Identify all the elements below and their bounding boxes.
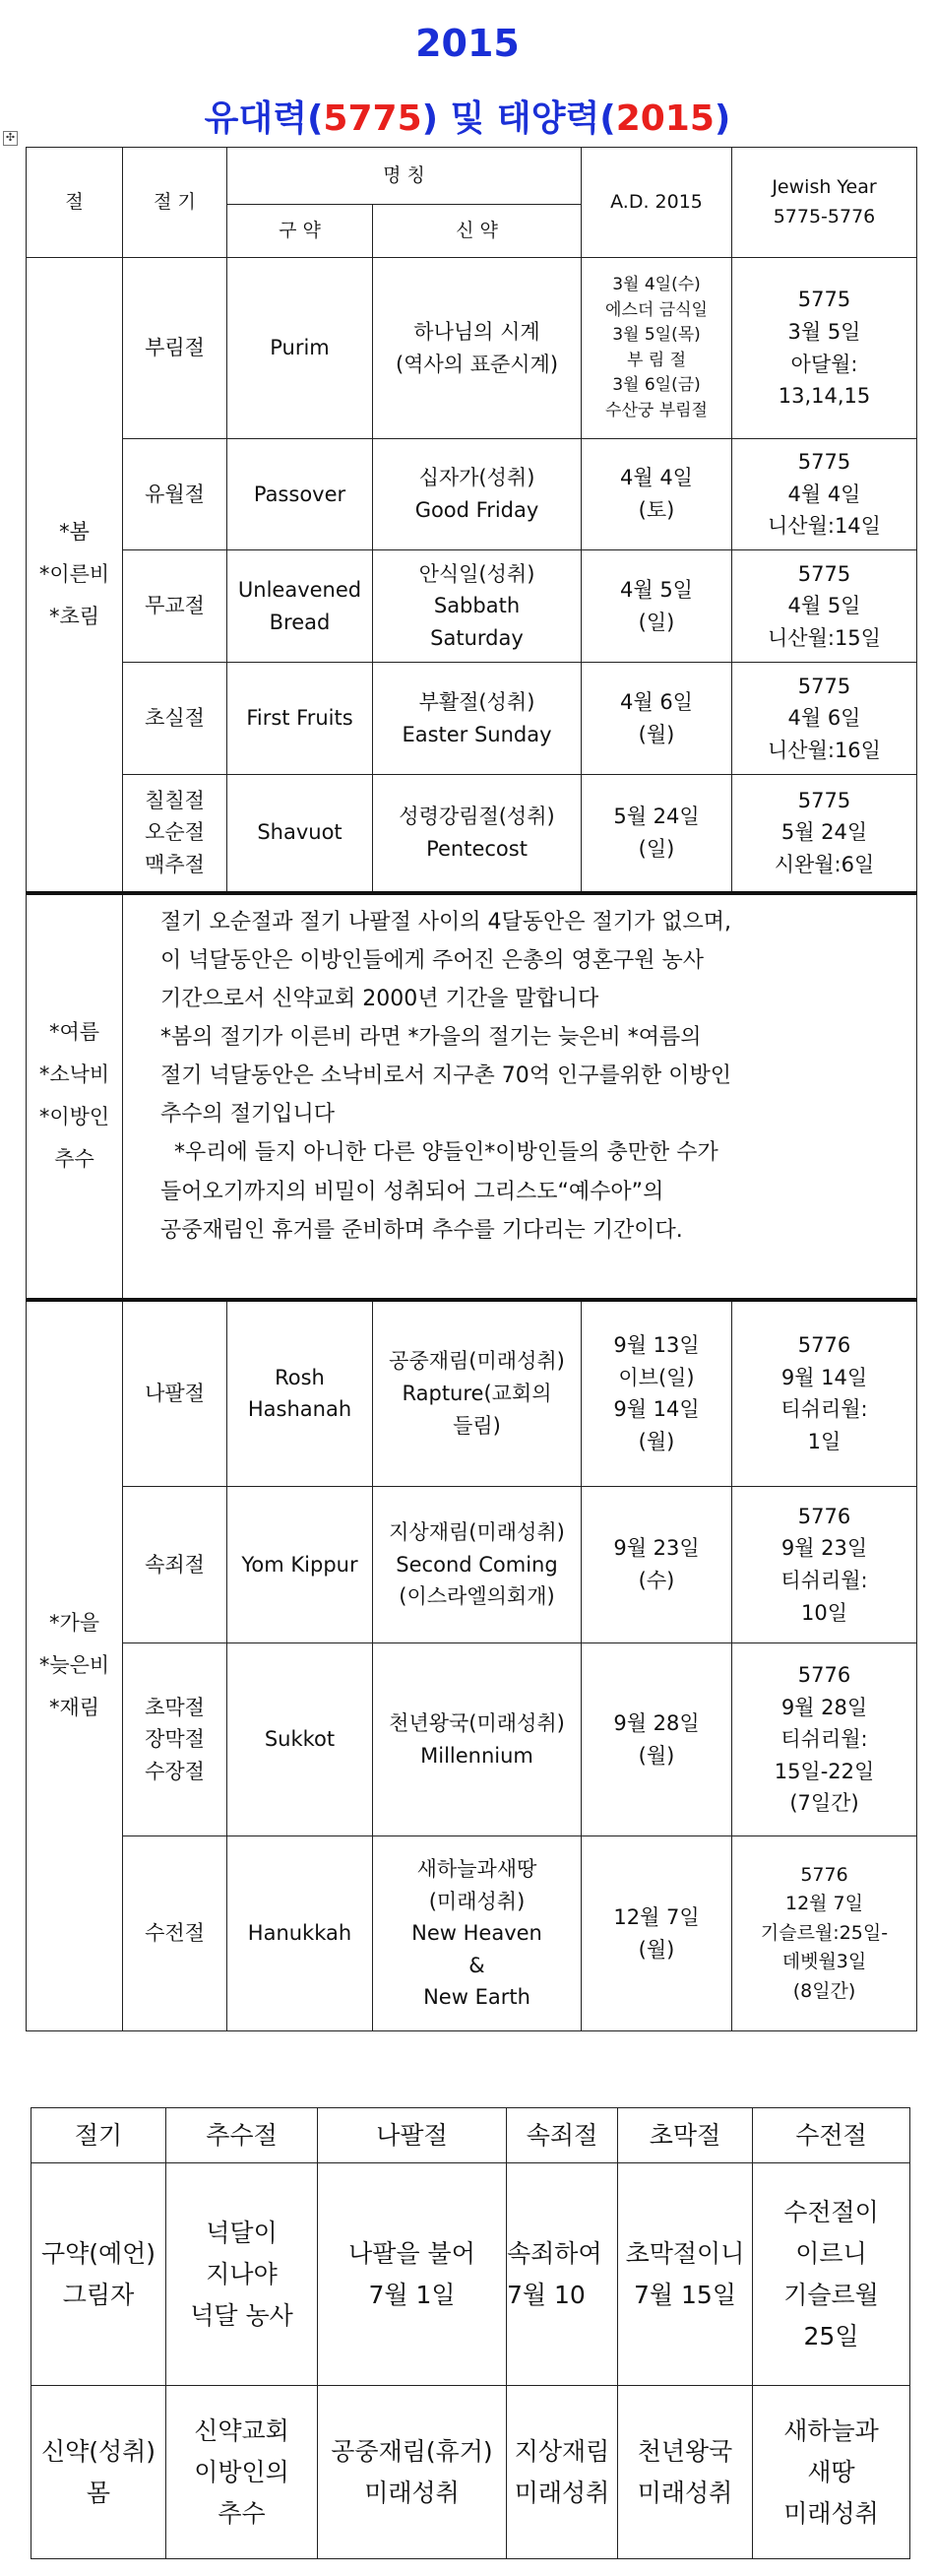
festival-name: 칠칠절 오순절 맥추절 bbox=[123, 775, 227, 893]
summer-label: *여름 *소낙비 *이방인 추수 bbox=[27, 893, 123, 1300]
spring-label: *봄 *이른비 *초림 bbox=[27, 258, 123, 893]
header-ad: A.D. 2015 bbox=[582, 148, 732, 258]
ad-date: 9월 13일 이브(일) 9월 14일 (월) bbox=[582, 1300, 732, 1487]
jewish-date: 5776 9월 28일 티쉬리월: 15일-22일 (7일간) bbox=[732, 1643, 917, 1836]
description-line: 절기 오순절과 절기 나팔절 사이의 4달동안은 절기가 없으며, bbox=[160, 909, 731, 934]
summary-cell: 초막절이니 7월 15일 bbox=[618, 2163, 753, 2386]
jewish-date: 5776 12월 7일 기슬르월:25일- 데벳월3일 (8일간) bbox=[732, 1836, 917, 2031]
jewish-date: 5775 4월 4일 니산월:14일 bbox=[732, 439, 917, 550]
summary-table bbox=[31, 2107, 910, 2559]
summer-description bbox=[123, 893, 917, 1300]
jewish-date: 5776 9월 23일 티쉬리월: 10일 bbox=[732, 1487, 917, 1643]
new-testament-name: 성령강림절(성취) Pentecost bbox=[373, 775, 582, 893]
old-testament-name: Yom Kippur bbox=[227, 1487, 373, 1643]
jewish-date: 5776 9월 14일 티쉬리월: 1일 bbox=[732, 1300, 917, 1487]
festival-name: 초막절 장막절 수장절 bbox=[123, 1643, 227, 1836]
description-line: 기간으로서 신약교회 2000년 기간을 말합니다 bbox=[160, 986, 599, 1011]
header-old-testament: 구 약 bbox=[227, 205, 373, 258]
summary-header: 나팔절 bbox=[318, 2108, 507, 2163]
new-testament-name: 부활절(성취) Easter Sunday bbox=[373, 663, 582, 775]
description-line: *우리에 들지 아니한 다른 양들인*이방인들의 충만한 수가 bbox=[160, 1140, 718, 1166]
festival-name: 무교절 bbox=[123, 550, 227, 663]
table-anchor-icon: ✣ bbox=[3, 131, 18, 146]
old-testament-name: Purim bbox=[227, 258, 373, 439]
summary-cell: 신약교회 이방인의 추수 bbox=[166, 2386, 318, 2559]
description-line: 들어오기까지의 비밀이 성취되어 그리스도“예수아”의 bbox=[160, 1179, 664, 1204]
header-new-testament: 신 약 bbox=[373, 205, 582, 258]
page-title-year: 2015 bbox=[415, 22, 520, 65]
old-testament-name: Rosh Hashanah bbox=[227, 1300, 373, 1487]
summary-cell: 지상재림 미래성취 bbox=[507, 2386, 618, 2559]
summary-cell: 넉달이 지나야 넉달 농사 bbox=[166, 2163, 318, 2386]
header-name: 명 칭 bbox=[227, 148, 582, 205]
description-line: 공중재림인 휴거를 준비하며 추수를 기다리는 기간이다. bbox=[160, 1217, 683, 1243]
ad-date: 12월 7일 (월) bbox=[582, 1836, 732, 2031]
old-testament-name: Unleavened Bread bbox=[227, 550, 373, 663]
festival-name: 초실절 bbox=[123, 663, 227, 775]
summary-header: 절기 bbox=[31, 2108, 166, 2163]
ad-date: 9월 28일 (월) bbox=[582, 1643, 732, 1836]
festival-name: 유월절 bbox=[123, 439, 227, 550]
description-line: *봄의 절기가 이른비 라면 *가을의 절기는 늦은비 *여름의 bbox=[160, 1024, 702, 1050]
old-testament-name: Shavuot bbox=[227, 775, 373, 893]
old-testament-name: Sukkot bbox=[227, 1643, 373, 1836]
new-testament-name: 하나님의 시계 (역사의 표준시계) bbox=[373, 258, 582, 439]
ad-date: 4월 4일 (토) bbox=[582, 439, 732, 550]
festival-name: 부림절 bbox=[123, 258, 227, 439]
new-testament-name: 천년왕국(미래성취) Millennium bbox=[373, 1643, 582, 1836]
summary-cell: 속죄하여 7월 10 bbox=[507, 2163, 618, 2386]
new-testament-name: 십자가(성취) Good Friday bbox=[373, 439, 582, 550]
description-line: 추수의 절기입니다 bbox=[160, 1102, 336, 1127]
summary-header: 속죄절 bbox=[507, 2108, 618, 2163]
summary-cell: 신약(성취) 몸 bbox=[31, 2386, 166, 2559]
ad-date: 5월 24일 (일) bbox=[582, 775, 732, 893]
new-testament-name: 지상재림(미래성취) Second Coming (이스라엘의회개) bbox=[373, 1487, 582, 1643]
calendar-table bbox=[26, 147, 917, 2031]
old-testament-name: First Fruits bbox=[227, 663, 373, 775]
old-testament-name: Passover bbox=[227, 439, 373, 550]
header-season: 절 bbox=[27, 148, 123, 258]
summary-cell: 천년왕국 미래성취 bbox=[618, 2386, 753, 2559]
header-jewish-year: Jewish Year 5775-5776 bbox=[732, 148, 917, 258]
summary-cell: 새하늘과 새땅 미래성취 bbox=[753, 2386, 910, 2559]
description-line: 이 넉달동안은 이방인들에게 주어진 은총의 영혼구원 농사 bbox=[160, 947, 705, 973]
new-testament-name: 공중재림(미래성취) Rapture(교회의 들림) bbox=[373, 1300, 582, 1487]
page-title: 유대력(5775) 및 태양력(2015) bbox=[204, 98, 731, 139]
ad-date: 9월 23일 (수) bbox=[582, 1487, 732, 1643]
festival-name: 속죄절 bbox=[123, 1487, 227, 1643]
jewish-date: 5775 4월 5일 니산월:15일 bbox=[732, 550, 917, 663]
jewish-date: 5775 4월 6일 니산월:16일 bbox=[732, 663, 917, 775]
summary-cell: 나팔을 불어 7월 1일 bbox=[318, 2163, 507, 2386]
summary-cell: 구약(예언) 그림자 bbox=[31, 2163, 166, 2386]
header-festival: 절 기 bbox=[123, 148, 227, 258]
festival-name: 수전절 bbox=[123, 1836, 227, 2031]
jewish-date: 5775 3월 5일 아달월: 13,14,15 bbox=[732, 258, 917, 439]
summary-header: 초막절 bbox=[618, 2108, 753, 2163]
ad-date: 3월 4일(수) 에스더 금식일 3월 5일(목) 부 림 절 3월 6일(금) 수산궁 부림절 bbox=[582, 258, 732, 439]
ad-date: 4월 6일 (월) bbox=[582, 663, 732, 775]
summary-header: 수전절 bbox=[753, 2108, 910, 2163]
ad-date: 4월 5일 (일) bbox=[582, 550, 732, 663]
description-line: 절기 넉달동안은 소낙비로서 지구촌 70억 인구를위한 이방인 bbox=[160, 1063, 732, 1089]
new-testament-name: 안식일(성취) Sabbath Saturday bbox=[373, 550, 582, 663]
jewish-date: 5775 5월 24일 시완월:6일 bbox=[732, 775, 917, 893]
summary-cell: 수전절이 이르니 기슬르월 25일 bbox=[753, 2163, 910, 2386]
new-testament-name: 새하늘과새땅 (미래성취) New Heaven & New Earth bbox=[373, 1836, 582, 2031]
autumn-label: *가을 *늦은비 *재림 bbox=[27, 1300, 123, 2031]
summary-header: 추수절 bbox=[166, 2108, 318, 2163]
festival-name: 나팔절 bbox=[123, 1300, 227, 1487]
old-testament-name: Hanukkah bbox=[227, 1836, 373, 2031]
summary-cell: 공중재림(휴거) 미래성취 bbox=[318, 2386, 507, 2559]
